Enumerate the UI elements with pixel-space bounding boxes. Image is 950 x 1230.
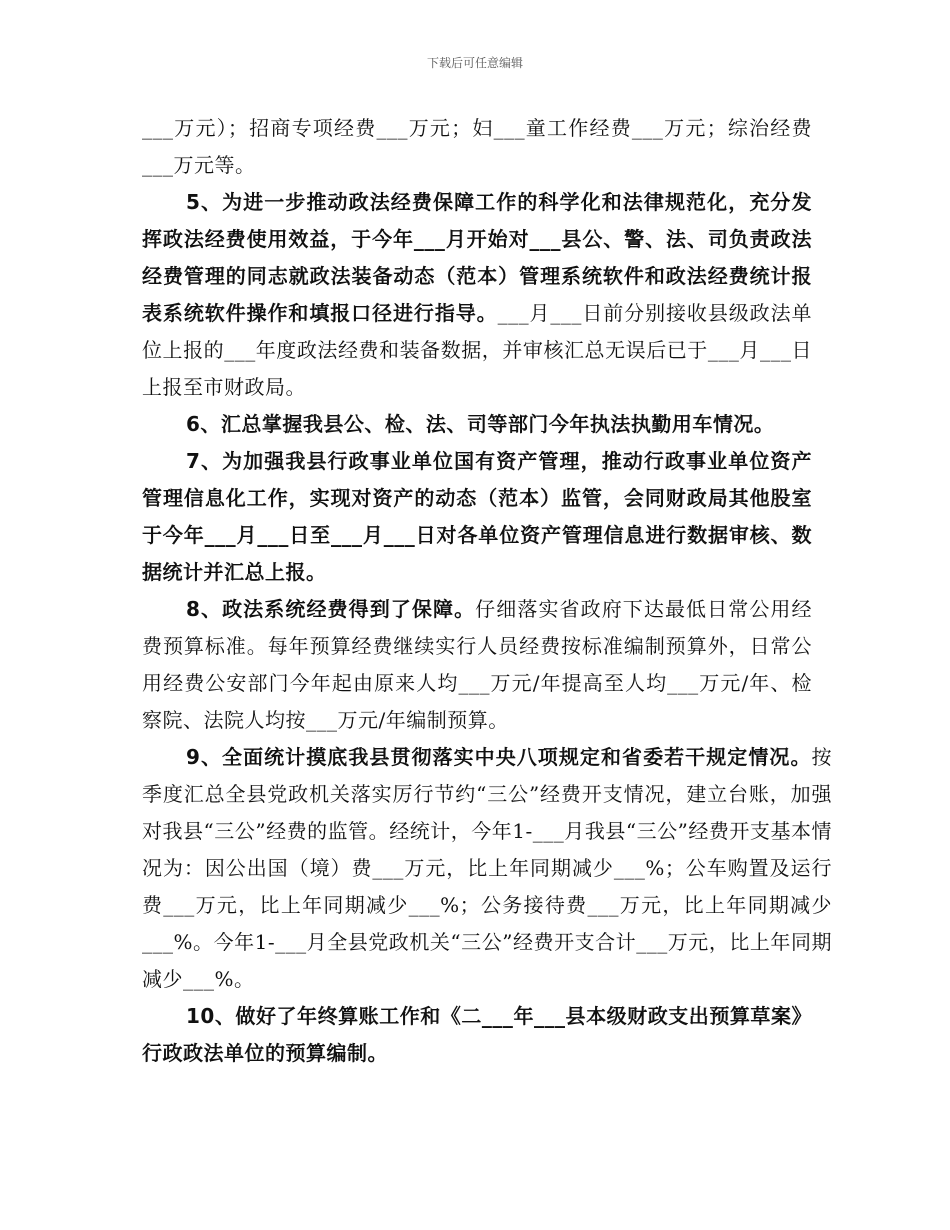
paragraph-continuation-text: ___万元）；招商专项经费___万元；妇___童工作经费___万元；综治经费___万元等。 [142,116,812,177]
paragraph-9-rest: 按季度汇总全县党政机关落实厉行节约“三公”经费开支情况，建立台账，加强对我县“三公”经费的监管。经统计，今年1-___月我县“三公”经费开支基本情况为：因公出国（境）费___万元，比上年同期减少___%；公车购置及运行费___万元，比上年同期减少___%；公务接待费___万元，比上年同期减少___%。今年1-___月全县党政机关“三公”经费开支合计___万元，比上年同期减少___%。 [142,745,832,991]
paragraph-9-lead: 9、全面统计摸底我县贯彻落实中央八项规定和省委若干规定情况。 [186,745,812,769]
paragraph-8 [142,591,812,739]
paragraph-9 [142,739,832,998]
paragraph-5-rest-text: ___月___日前分别接收县级政法单位上报的___年度政法经费和装备数据，并审核汇总无误后已于___月___日上报至市财政局。 [142,301,813,399]
paragraph-continuation [142,110,812,184]
paragraph-8-lead: 8、政法系统经费得到了保障。 [186,597,476,621]
paragraph-7: 7、为加强我县行政事业单位国有资产管理，推动行政事业单位资产管理信息化工作，实现对资产的动态（范本）监管，会同财政局其他股室于今年___月___日至___月___日对各单位资产管理信息进行数据审核、数据统计并汇总上报。 [142,449,812,584]
page-header: 下载后可任意编辑 [426,56,523,70]
paragraph-8-rest: 仔细落实省政府下达最低日常公用经费预算标准。每年预算经费继续实行人员经费按标准编制预算外，日常公用经费公安部门今年起由原来人均___万元/年提高至人均___万元/年、检察院、法院人均按___万元/年编制预算。 [142,597,813,732]
paragraph-6: 6、汇总掌握我县公、检、法、司等部门今年执法执勤用车情况。 [186,412,775,436]
paragraph-5-bold-text: 5、为进一步推动政法经费保障工作的科学化和法律规范化，充分发挥政法经费使用效益，于今年___月开始对___县公、警、法、司负责政法经费管理的同志就政法装备动态（范本）管理系统软件和政法经费统计报表系统软件操作和填报口径进行指导。 [142,190,812,325]
paragraph-5 [142,184,812,406]
paragraph-10: 10、做好了年终算账工作和《二___年___县本级财政支出预算草案》行政政法单位的预算编制。 [142,1004,812,1065]
document-body [142,110,832,1072]
